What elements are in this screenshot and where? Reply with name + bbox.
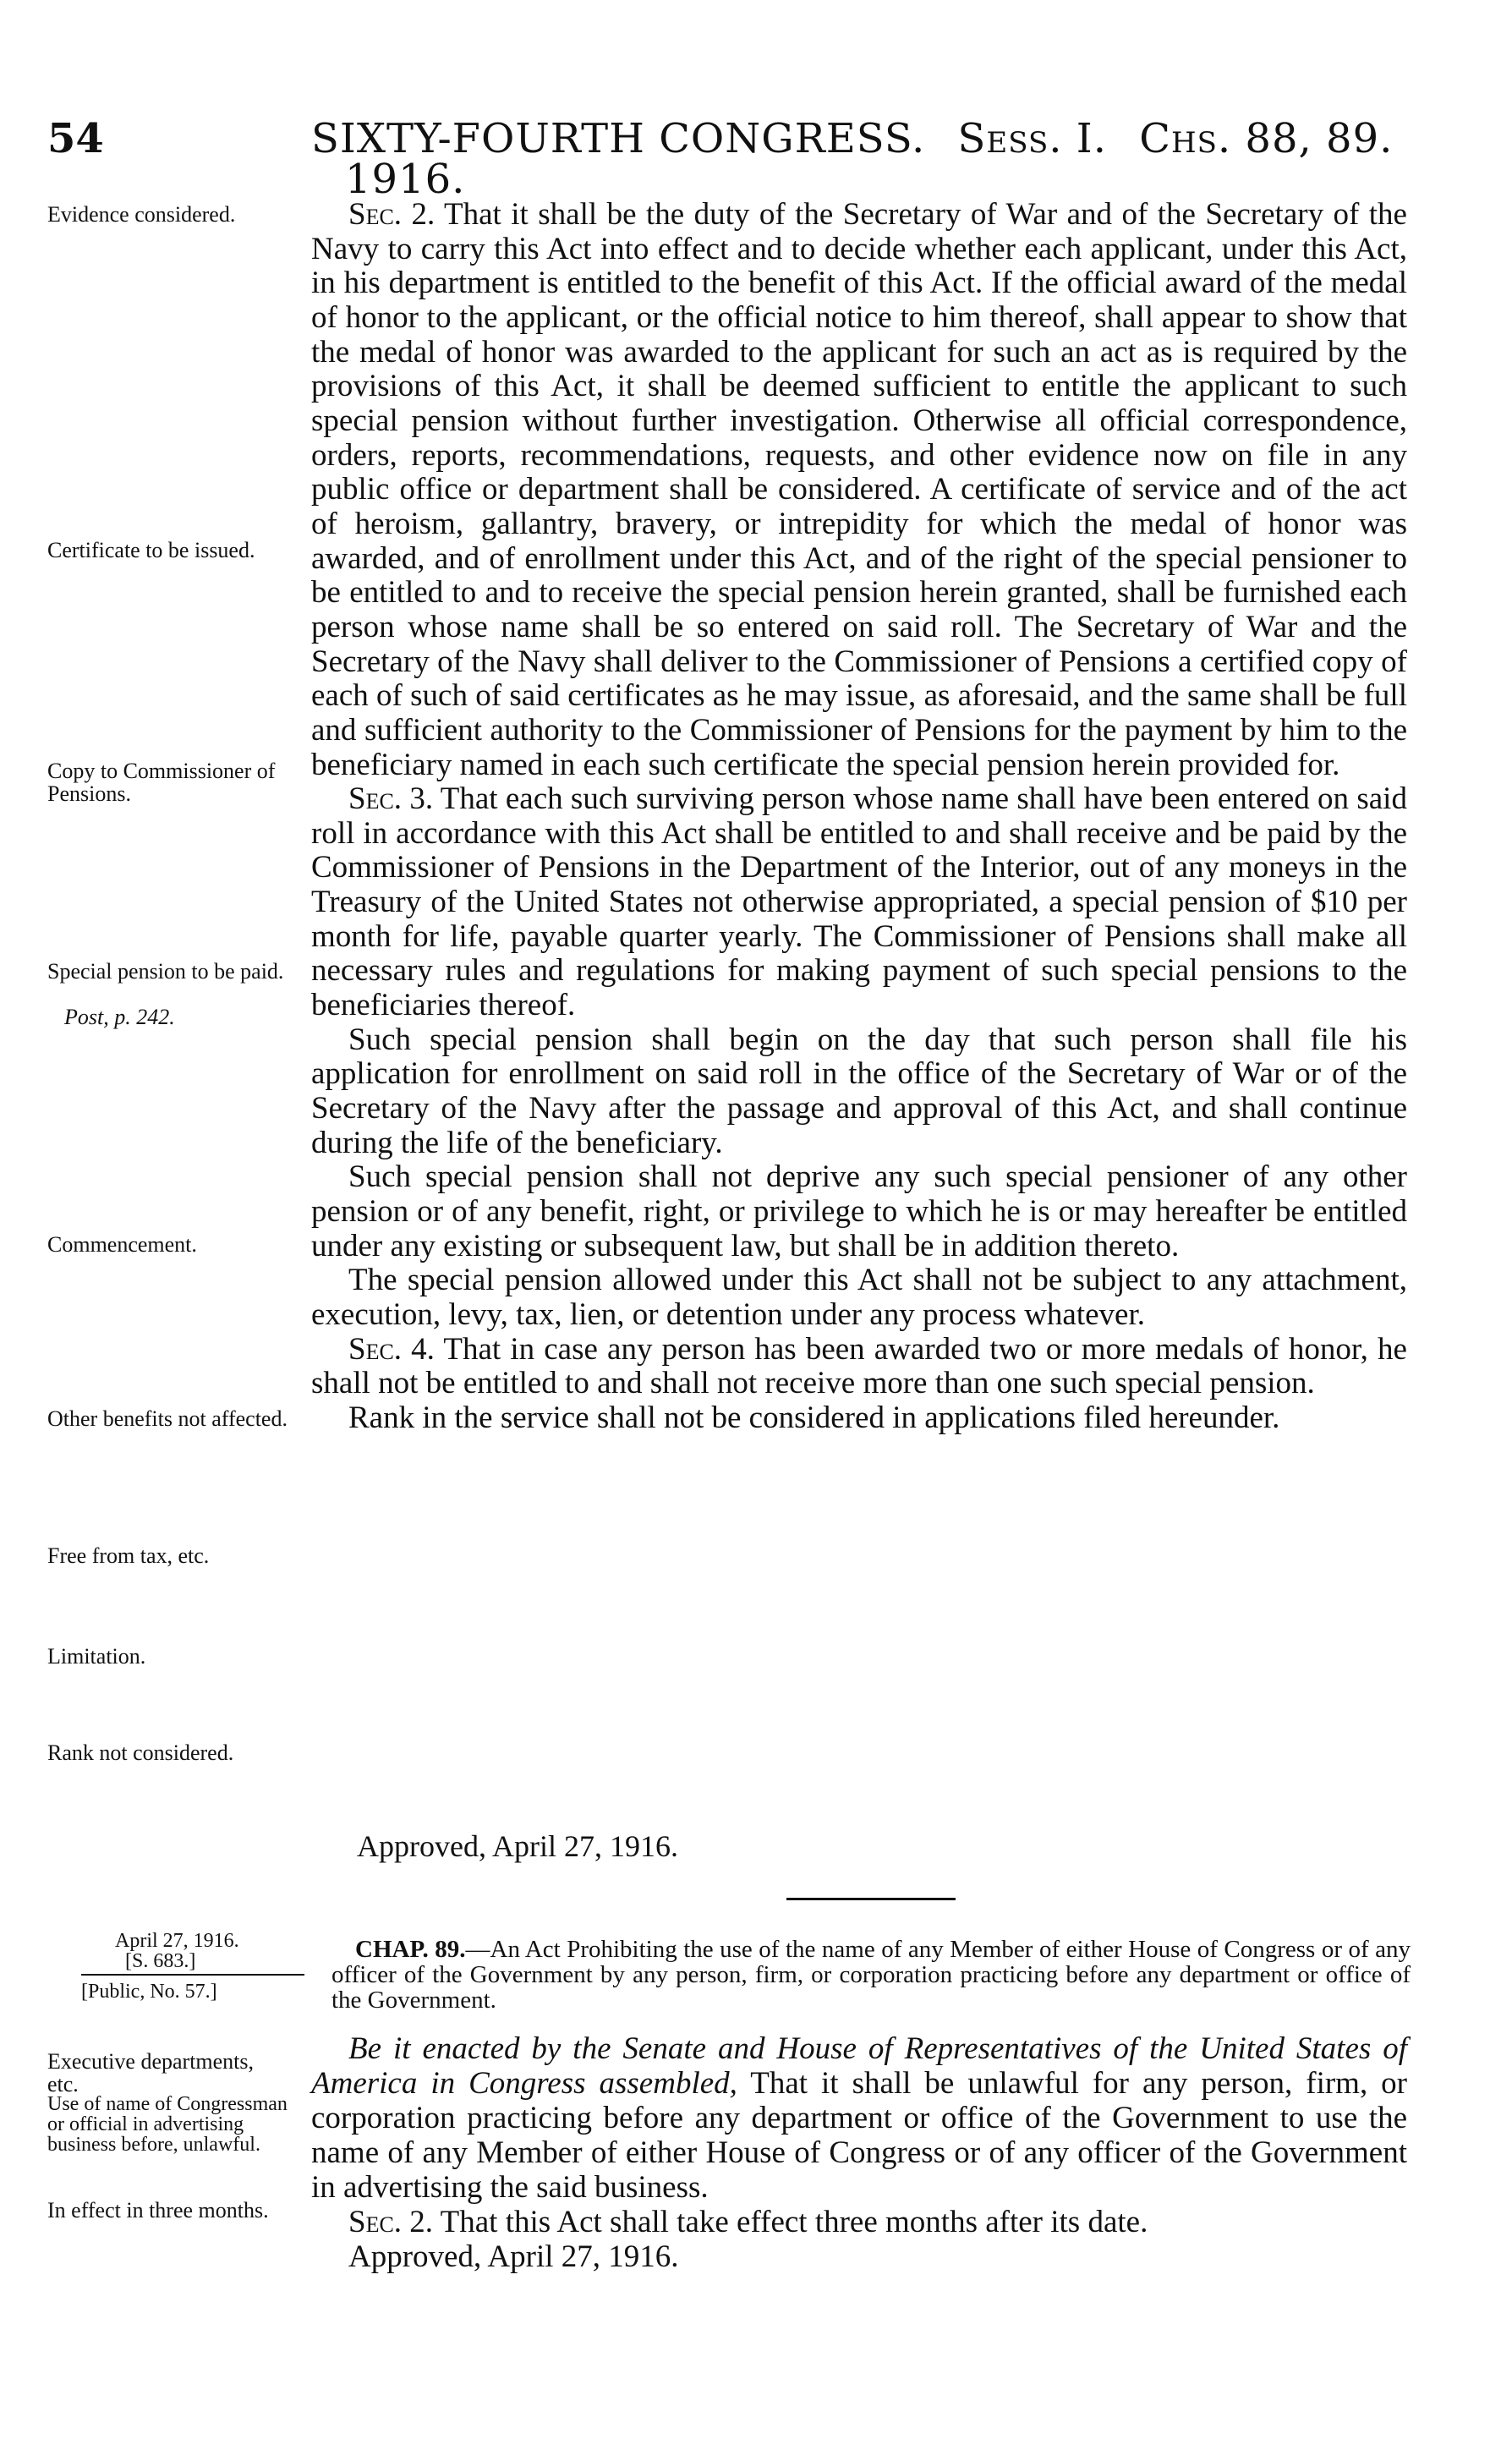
section-4-label: Sec. 4. xyxy=(348,1331,435,1367)
approved-date-2: Approved, April 27, 1916. xyxy=(348,2239,679,2274)
chapter-89-section-2-paragraph xyxy=(311,2205,1407,2239)
margin-note-free-from-tax: Free from tax, etc. xyxy=(47,1543,210,1568)
section-4-paragraph xyxy=(311,1333,1407,1401)
rank-paragraph: Rank in the service shall not be considered in applications filed hereunder. xyxy=(348,1400,1280,1435)
section-3-text: That each such surviving person whose name shall have been entered on said roll in accordance with this Act shall be entitled to and shall receive and be paid by the Commissioner of Pensions in the Department of the Interior, out of any moneys in the Treasury of the United States not otherwise appropriated, a special pension of $10 per month for life, payable quarter yearly. The Commissioner of Pensions shall make all necessary rules and regulations for making payment of such special pensions to the beneficiaries thereof. xyxy=(311,781,1407,1023)
chapter-89-body xyxy=(311,2031,1407,2274)
chapter-date: April 27, 1916. xyxy=(115,1930,239,1952)
margin-note-in-effect: In effect in three months. xyxy=(47,2198,269,2223)
section-divider xyxy=(786,1898,956,1900)
chapter-89-heading xyxy=(331,1937,1411,2013)
approved-date-1: Approved, April 27, 1916. xyxy=(357,1829,678,1863)
chapter-89-section-2-text: That this Act shall take effect three months after its date. xyxy=(440,2205,1148,2239)
section-2-label: Sec. 2. xyxy=(348,197,436,232)
running-header xyxy=(311,115,1512,203)
section-2-text: That it shall be the duty of the Secretary of War and of the Secretary of the Navy to carry this Act into effect and to decide whether each applicant, under this Act, in his department is entitled to the benefit of this Act. If the official award of the medal of honor to the applicant, or the official notice to him thereof, shall appear to show that the medal of honor was awarded to the applicant for such an act as is required by the provisions of this Act, it shall be deemed sufficient to entitle the applicant to such special pension without further investigation. Otherwise all official correspondence, orders, reports, recommendations, requests, and other evidence now on file in any public office or department shall be considered. A certificate of service and of the act of heroism, gallantry, bravery, or intrepidity for which the medal of honor was awarded, and of enrollment under this Act, and of the right of the special pensioner to be entitled to and to receive the special pension herein granted, shall be furnished each person whose name shall be so entered on said roll. The Secretary of War and the Secretary of the Navy shall deliver to the Commissioner of Pensions a certified copy of each of such of said certificates as he may issue, as aforesaid, and the same shall be full and sufficient authority to the Commissioner of Pensions for the payment by him to the beneficiary named in each such certificate the special pension herein provided for. xyxy=(311,197,1407,782)
enacting-text: That it shall be unlawful for any person, firm, or corporation practicing before any department or office of the Government to use the name of any Member of either House of Congress or of any officer of the Government in advertising the said business. xyxy=(311,2066,1408,2205)
margin-note-commencement: Commencement. xyxy=(47,1232,197,1257)
enacting-clause: Be it enacted by the Senate and House of Representatives of the United States of America in Congress assembled, xyxy=(311,2031,1407,2101)
other-benefits-paragraph: Such special pension shall not deprive any such special pensioner of any other pension or of any benefit, right, or privilege to which he is or may hereafter be entitled under any existing or subsequent law, but shall be in addition thereto. xyxy=(311,1159,1407,1263)
margin-note-rank: Rank not considered. xyxy=(47,1740,234,1765)
margin-note-special-pension: Special pension to be paid. xyxy=(47,959,284,984)
margin-note-other-benefits: Other benefits not affected. xyxy=(47,1406,288,1431)
chapter-89-label: CHAP. 89. xyxy=(355,1936,466,1963)
congress-title: SIXTY-FOURTH CONGRESS. xyxy=(311,115,926,162)
section-3-label: Sec. 3. xyxy=(348,781,434,817)
section-2-paragraph xyxy=(311,198,1407,782)
main-text xyxy=(311,198,1407,1436)
margin-note-certificate: Certificate to be issued. xyxy=(47,538,255,562)
citation-rule xyxy=(81,1974,304,1976)
margin-note-use-of-name: Use of name of Congressman or official in advertising business before, unlawful. xyxy=(47,2093,288,2156)
margin-note-limitation: Limitation. xyxy=(47,1644,146,1669)
header-year: 1916. xyxy=(345,156,466,203)
section-3-paragraph xyxy=(311,782,1407,1023)
session-label: Sess. I. xyxy=(957,115,1107,162)
margin-note-post-ref: Post, p. 242. xyxy=(64,1005,175,1029)
page-number: 54 xyxy=(47,115,104,162)
chapter-89-title: —An Act Prohibiting the use of the name of any Member of either House of Congress or of any officer of the Government by any person, firm, or corporation practicing before any department or office of the Government. xyxy=(331,1936,1411,2014)
senate-bill-number: [S. 683.] xyxy=(125,1950,196,1972)
public-law-number: [Public, No. 57.] xyxy=(81,1981,217,2003)
tax-paragraph: The special pension allowed under this Act shall not be subject to any attachment, execution, levy, tax, lien, or detention under any process whatever. xyxy=(311,1263,1407,1332)
section-4-text: That in case any person has been awarded two or more medals of honor, he shall not be entitled to and shall not receive more than one such special pension. xyxy=(311,1331,1407,1401)
enacting-paragraph xyxy=(311,2031,1407,2205)
margin-note-executive: Executive departments, etc. xyxy=(47,2049,255,2096)
margin-note-evidence: Evidence considered. xyxy=(47,202,236,227)
chapters-label: Chs. 88, 89. xyxy=(1139,115,1394,162)
margin-note-copy: Copy to Commissioner of Pensions. xyxy=(47,759,276,806)
commencement-paragraph: Such special pension shall begin on the day that such person shall file his application for enrollment on said roll in the office of the Secretary of War or of the Secretary of the Navy after the passage and approval of this Act, and shall continue during the life of the beneficiary. xyxy=(311,1022,1407,1160)
chapter-89-section-2-label: Sec. 2. xyxy=(348,2205,434,2239)
